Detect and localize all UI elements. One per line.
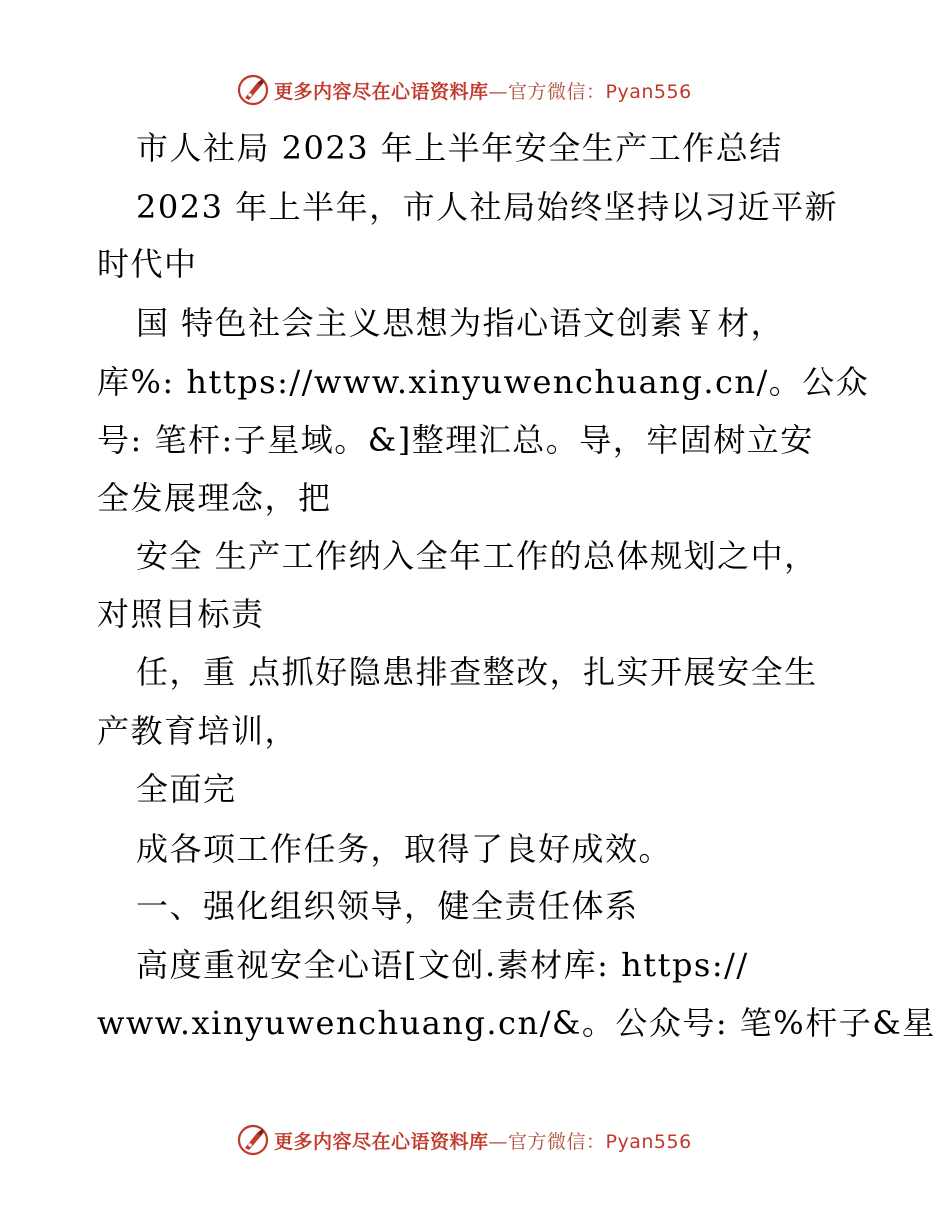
paragraph-line: 全发展理念，把 bbox=[97, 479, 332, 517]
paragraph-line: www.xinyuwenchuang.cn/&。公众号: 笔%杆子&星 bbox=[97, 1004, 936, 1042]
paragraph-line: 号: 笔杆:子星域。&]整理汇总。导，牢固树立安 bbox=[97, 421, 814, 459]
paragraph-line: 对照目标责 bbox=[97, 595, 265, 633]
paragraph-line: 国 特色社会主义思想为指心语文创素￥材， bbox=[136, 304, 785, 342]
watermark-text: 更多内容尽在心语资料库—官方微信：Pyan556 bbox=[274, 80, 692, 103]
paragraph-line: 成各项工作任务，取得了良好成效。 bbox=[136, 830, 673, 868]
paragraph-line: 全面完 bbox=[136, 770, 237, 808]
paragraph-line: 时代中 bbox=[97, 245, 198, 283]
paragraph-line: 高度重视安全心语[文创.素材库: https:// bbox=[136, 946, 749, 984]
paragraph-line: 2023 年上半年，市人社局始终坚持以习近平新 bbox=[136, 188, 839, 226]
document-title: 市人社局 2023 年上半年安全生产工作总结 bbox=[136, 129, 783, 167]
header-watermark bbox=[236, 72, 692, 108]
paragraph-line: 库%: https://www.xinyuwenchuang.cn/。公众 bbox=[97, 363, 870, 401]
footer-watermark bbox=[236, 1122, 692, 1158]
section-heading: 一、强化组织领导，健全责任体系 bbox=[136, 887, 639, 925]
pen-nib-circle-logo-icon bbox=[236, 1123, 270, 1157]
paragraph-line: 任，重 点抓好隐患排查整改，扎实开展安全生 bbox=[136, 653, 818, 691]
pen-nib-circle-logo-icon bbox=[236, 73, 270, 107]
watermark-text: 更多内容尽在心语资料库—官方微信：Pyan556 bbox=[274, 1130, 692, 1153]
paragraph-line: 产教育培训， bbox=[97, 712, 299, 750]
paragraph-line: 安全 生产工作纳入全年工作的总体规划之中， bbox=[136, 537, 818, 575]
